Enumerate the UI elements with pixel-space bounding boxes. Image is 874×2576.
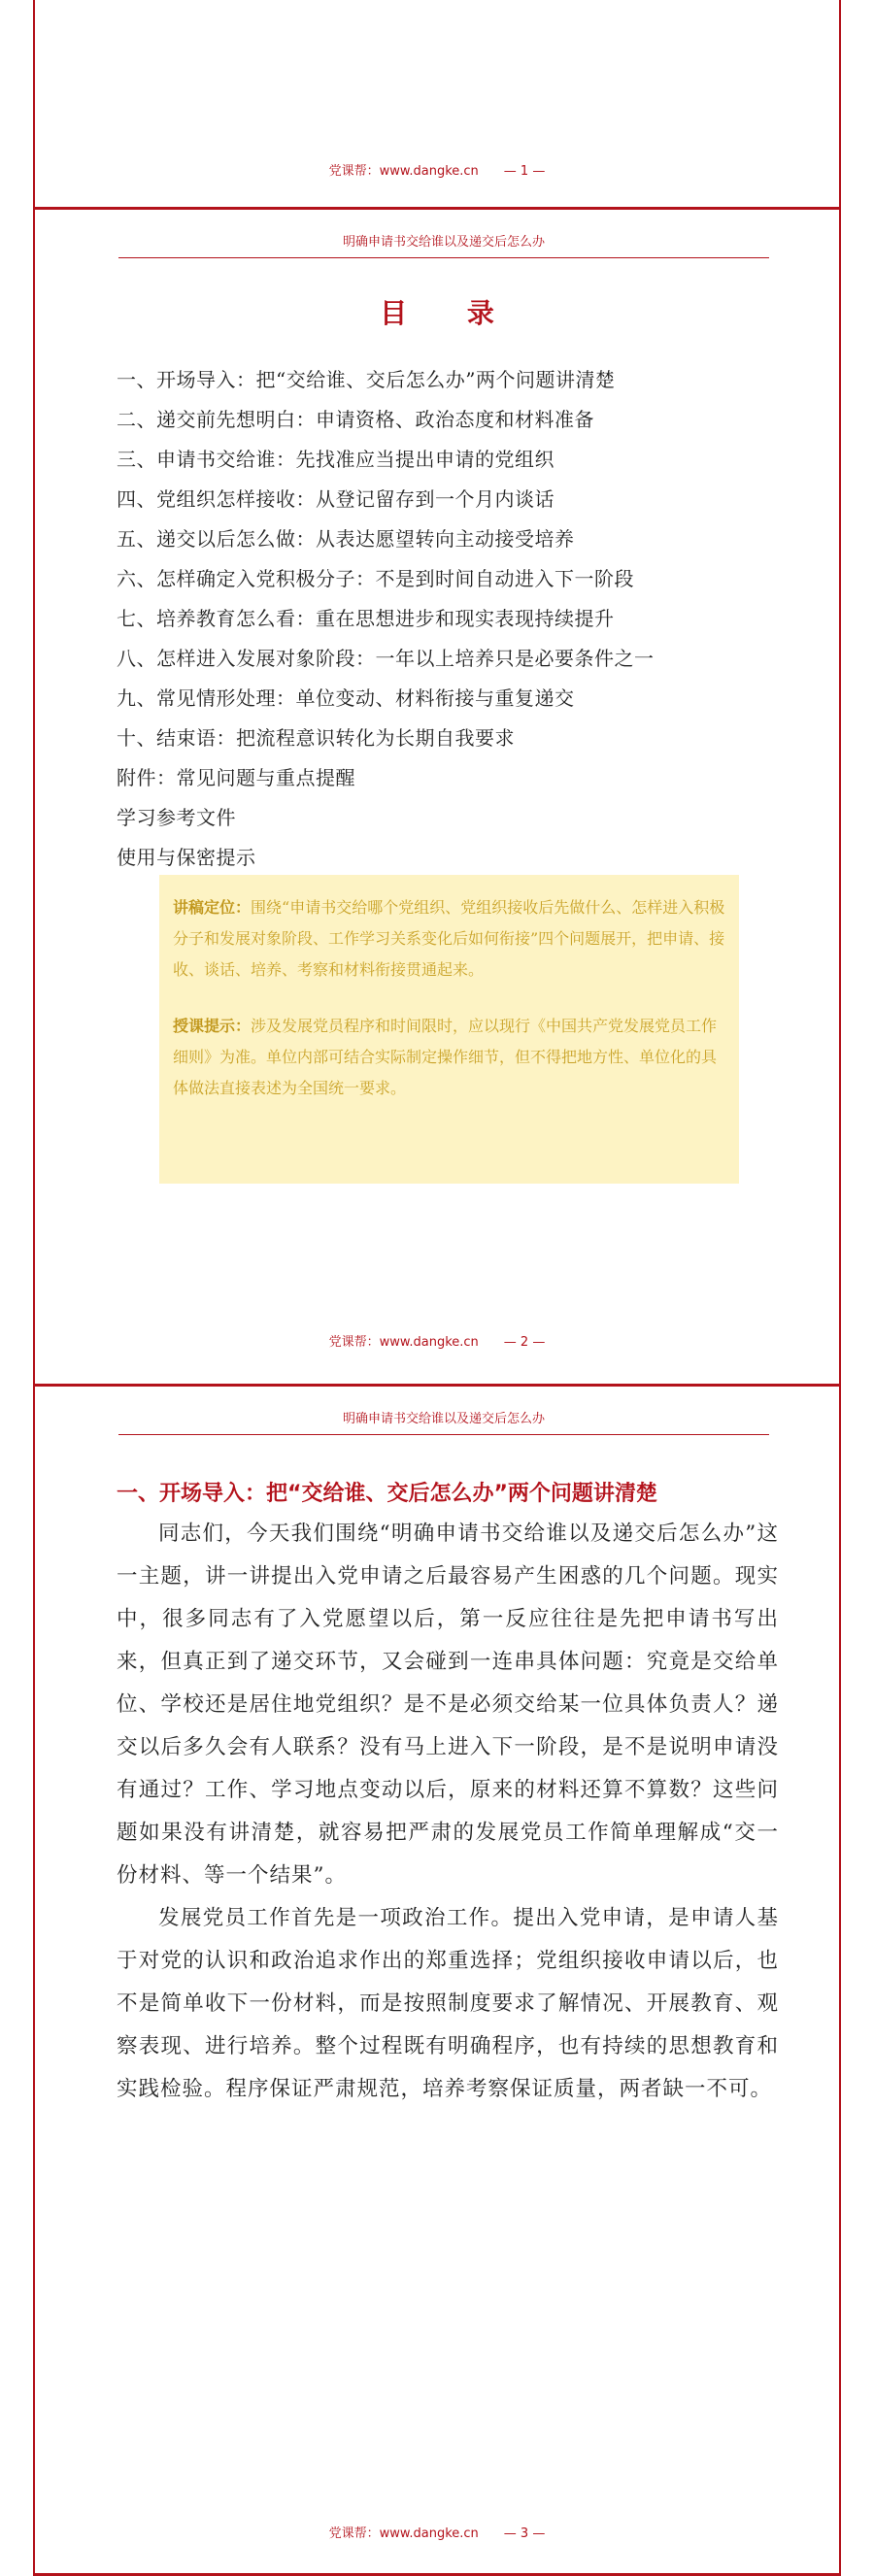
toc-item[interactable]: 附件：常见问题与重点提醒 — [117, 766, 355, 789]
section-body — [117, 1513, 779, 2111]
footer-url: 党课帮：www.dangke.cn — [328, 1335, 479, 1350]
page-header: 明确申请书交给谁以及递交后怎么办 — [118, 231, 769, 258]
note-label: 授课提示： — [173, 1017, 252, 1035]
body-paragraph: 同志们，今天我们围绕“明确申请书交给谁以及递交后怎么办”这一主题，讲一讲提出入党申请之后最容易产生困惑的几个问题。现实中，很多同志有了入党愿望以后，第一反应往往是先把申请书写出来，但真正到了递交环节，又会碰到一连串具体问题：究竟是交给单位、学校还是居住地党组织？是不是必须交给某一位具体负责人？递交以后多久会有人联系？没有马上进入下一阶段，是不是说明申请没有通过？工作、学习地点变动以后，原来的材料还算不算数？这些问题如果没有讲清楚，就容易把严肃的发展党员工作简单理解成“交一份材料、等一个结果”。 — [117, 1522, 779, 1888]
page-2 — [33, 210, 841, 1387]
note-label: 讲稿定位： — [173, 898, 252, 917]
page-3 — [33, 1387, 841, 2576]
page-header: 明确申请书交给谁以及递交后怎么办 — [118, 1408, 769, 1435]
toc-title: 目 录 — [380, 297, 520, 329]
note-teaching-tip — [173, 1011, 725, 1104]
note-text: 涉及发展党员程序和时间限时，应以现行《中国共产党发展党员工作细则》为准。单位内部可结合实际制定操作细节，但不得把地方性、单位化的具体做法直接表述为全国统一要求。 — [173, 1017, 718, 1097]
page-number: — 2 — — [503, 1335, 546, 1350]
toc-item[interactable]: 五、递交以后怎么做：从表达愿望转向主动接受培养 — [117, 527, 575, 551]
toc-list — [117, 360, 781, 878]
toc-item[interactable]: 九、常见情形处理：单位变动、材料衔接与重复递交 — [117, 686, 575, 710]
page-footer — [35, 160, 839, 179]
toc-item[interactable]: 学习参考文件 — [117, 806, 236, 829]
toc-item[interactable]: 二、递交前先想明白：申请资格、政治态度和材料准备 — [117, 408, 594, 431]
note-positioning — [173, 892, 725, 986]
footer-url: 党课帮：www.dangke.cn — [328, 2526, 479, 2541]
body-paragraph: 发展党员工作首先是一项政治工作。提出入党申请，是申请人基于对党的认识和政治追求作出的郑重选择；党组织接收申请以后，也不是简单收下一份材料，而是按照制度要求了解情况、开展教育、观察表现、进行培养。整个过程既有明确程序，也有持续的思想教育和实践检验。程序保证严肃规范，培养考察保证质量，两者缺一不可。 — [117, 1906, 779, 2101]
section-title: 一、开场导入：把“交给谁、交后怎么办”两个问题讲清楚 — [117, 1482, 657, 1506]
toc-item[interactable]: 一、开场导入：把“交给谁、交后怎么办”两个问题讲清楚 — [117, 368, 616, 391]
footer-url: 党课帮：www.dangke.cn — [328, 164, 479, 179]
page-1 — [33, 0, 841, 210]
toc-item[interactable]: 十、结束语：把流程意识转化为长期自我要求 — [117, 726, 515, 750]
toc-item[interactable]: 三、申请书交给谁：先找准应当提出申请的党组织 — [117, 448, 555, 471]
page-footer — [35, 1331, 839, 1350]
toc-item[interactable]: 六、怎样确定入党积极分子：不是到时间自动进入下一阶段 — [117, 567, 634, 590]
toc-item[interactable]: 八、怎样进入发展对象阶段：一年以上培养只是必要条件之一 — [117, 647, 655, 670]
lecture-note-box — [159, 875, 739, 1184]
note-text: 围绕“申请书交给哪个党组织、党组织接收后先做什么、怎样进入积极分子和发展对象阶段、工作学习关系变化后如何衔接”四个问题展开，把申请、接收、谈话、培养、考察和材料衔接贯通起来。 — [173, 898, 725, 979]
toc-item[interactable]: 四、党组织怎样接收：从登记留存到一个月内谈话 — [117, 487, 555, 511]
toc-item[interactable]: 七、培养教育怎么看：重在思想进步和现实表现持续提升 — [117, 607, 615, 630]
page-number: — 1 — — [503, 164, 546, 179]
page-footer — [35, 2523, 839, 2541]
toc-item[interactable]: 使用与保密提示 — [117, 846, 256, 869]
page-number: — 3 — — [503, 2526, 546, 2541]
